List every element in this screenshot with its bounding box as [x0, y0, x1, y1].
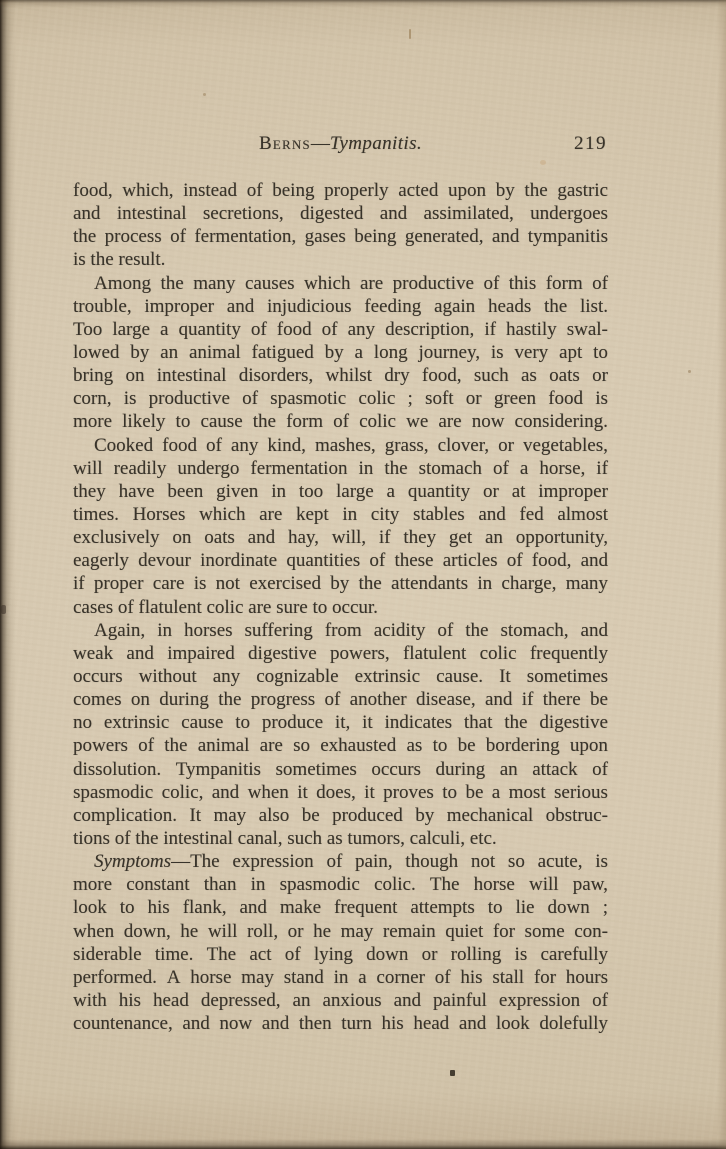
paragraph [73, 179, 608, 272]
text-line: occurs without any cognizable extrinsic cause. It sometimes [73, 665, 608, 687]
text-line: powers of the animal are so exhausted as to be bordering upon [73, 735, 608, 757]
text-line: if proper care is not exercised by the attendants in charge, many [73, 573, 608, 595]
foxing-dot [540, 160, 546, 165]
page-body [73, 179, 608, 1035]
text-line: lowed by an animal fatigued by a long journey, is very apt to [73, 341, 608, 363]
text-line: Again, in horses suffering from acidity of the stomach, and [94, 619, 608, 641]
text-line: bring on intestinal disorders, whilst dry food, such as oats or [73, 365, 608, 387]
running-head [73, 133, 608, 159]
text-line: corn, is productive of spasmotic colic ; soft or green food is [73, 388, 608, 410]
text-line: tions of the intestinal canal, such as tumors, calculi, etc. [73, 827, 497, 849]
text-line: eagerly devour inordinate quantities of these articles of food, and [73, 550, 608, 572]
running-head-title [73, 133, 608, 155]
text-line: Among the many causes which are productive of this form of [94, 272, 608, 294]
foxing-dot [203, 93, 206, 96]
ink-speck [450, 1070, 455, 1076]
text-line: and intestinal secretions, digested and assimilated, undergoes [73, 203, 608, 225]
edge-speck [1, 605, 6, 614]
text-line: more likely to cause the form of colic we are now considering. [73, 411, 608, 433]
text-line: they have been given in too large a quantity or at improper [73, 480, 608, 502]
text-line: dissolution. Tympanitis sometimes occurs during an attack of [73, 758, 608, 780]
text-line: food, which, instead of being properly acted upon by the gastric [73, 180, 608, 201]
page-number: 219 [574, 133, 607, 154]
paragraph [73, 850, 608, 1035]
page-edge-shadow-right [717, 0, 726, 1149]
text-line: Cooked food of any kind, mashes, grass, clover, or vegetables, [94, 434, 608, 456]
chapter-title: Tympanitis. [329, 133, 423, 154]
page-edge-shadow-top [0, 0, 726, 8]
text-line: siderable time. The act of lying down or rolling is carefully [73, 943, 608, 965]
paragraph [73, 619, 608, 850]
text-line: Too large a quantity of food of any description, if hastily swal- [73, 318, 608, 340]
text-line: when down, he will roll, or he may remain quiet for some con- [73, 920, 608, 942]
text-line: more constant than in spasmodic colic. The horse will paw, [73, 874, 608, 896]
text-line: is the result. [73, 249, 166, 271]
text-line: trouble, improper and injudicious feeding again heads the list. [73, 295, 608, 317]
foxing-dot [688, 370, 691, 373]
text-line: performed. A horse may stand in a corner of his stall for hours [73, 966, 608, 988]
paragraph [73, 434, 608, 619]
text-line: Symptoms—The expression of pain, though not so acute, is [94, 851, 608, 873]
paragraph [73, 272, 608, 434]
text-line: complication. It may also be produced by mechanical obstruc- [73, 804, 608, 826]
paper-fiber-mark [409, 29, 411, 39]
text-line: will readily undergo fermentation in the stomach of a horse, if [73, 457, 608, 479]
text-line: countenance, and now and then turn his head and look dolefully [73, 1013, 608, 1035]
text-line: weak and impaired digestive powers, flatulent colic frequently [73, 642, 608, 664]
page-edge-shadow-bottom [0, 1139, 726, 1149]
text-line: the process of fermentation, gases being generated, and tympanitis [73, 226, 608, 248]
text-line: with his head depressed, an anxious and painful expression of [73, 989, 608, 1011]
text-line: comes on during the progress of another disease, and if there be [73, 689, 608, 711]
text-line: exclusively on oats and hay, will, if they get an opportunity, [73, 527, 608, 549]
author-name: Berns [258, 133, 311, 154]
page-edge-shadow-left [0, 0, 16, 1149]
text-line: look to his flank, and make frequent attempts to lie down ; [73, 897, 608, 919]
header-dash: — [310, 133, 330, 154]
text-line: times. Horses which are kept in city stables and fed almost [73, 503, 608, 525]
text-line: no extrinsic cause to produce it, it indicates that the digestive [73, 712, 608, 734]
text-line: spasmodic colic, and when it does, it proves to be a most serious [73, 781, 608, 803]
text-line: cases of flatulent colic are sure to occur. [73, 596, 378, 618]
